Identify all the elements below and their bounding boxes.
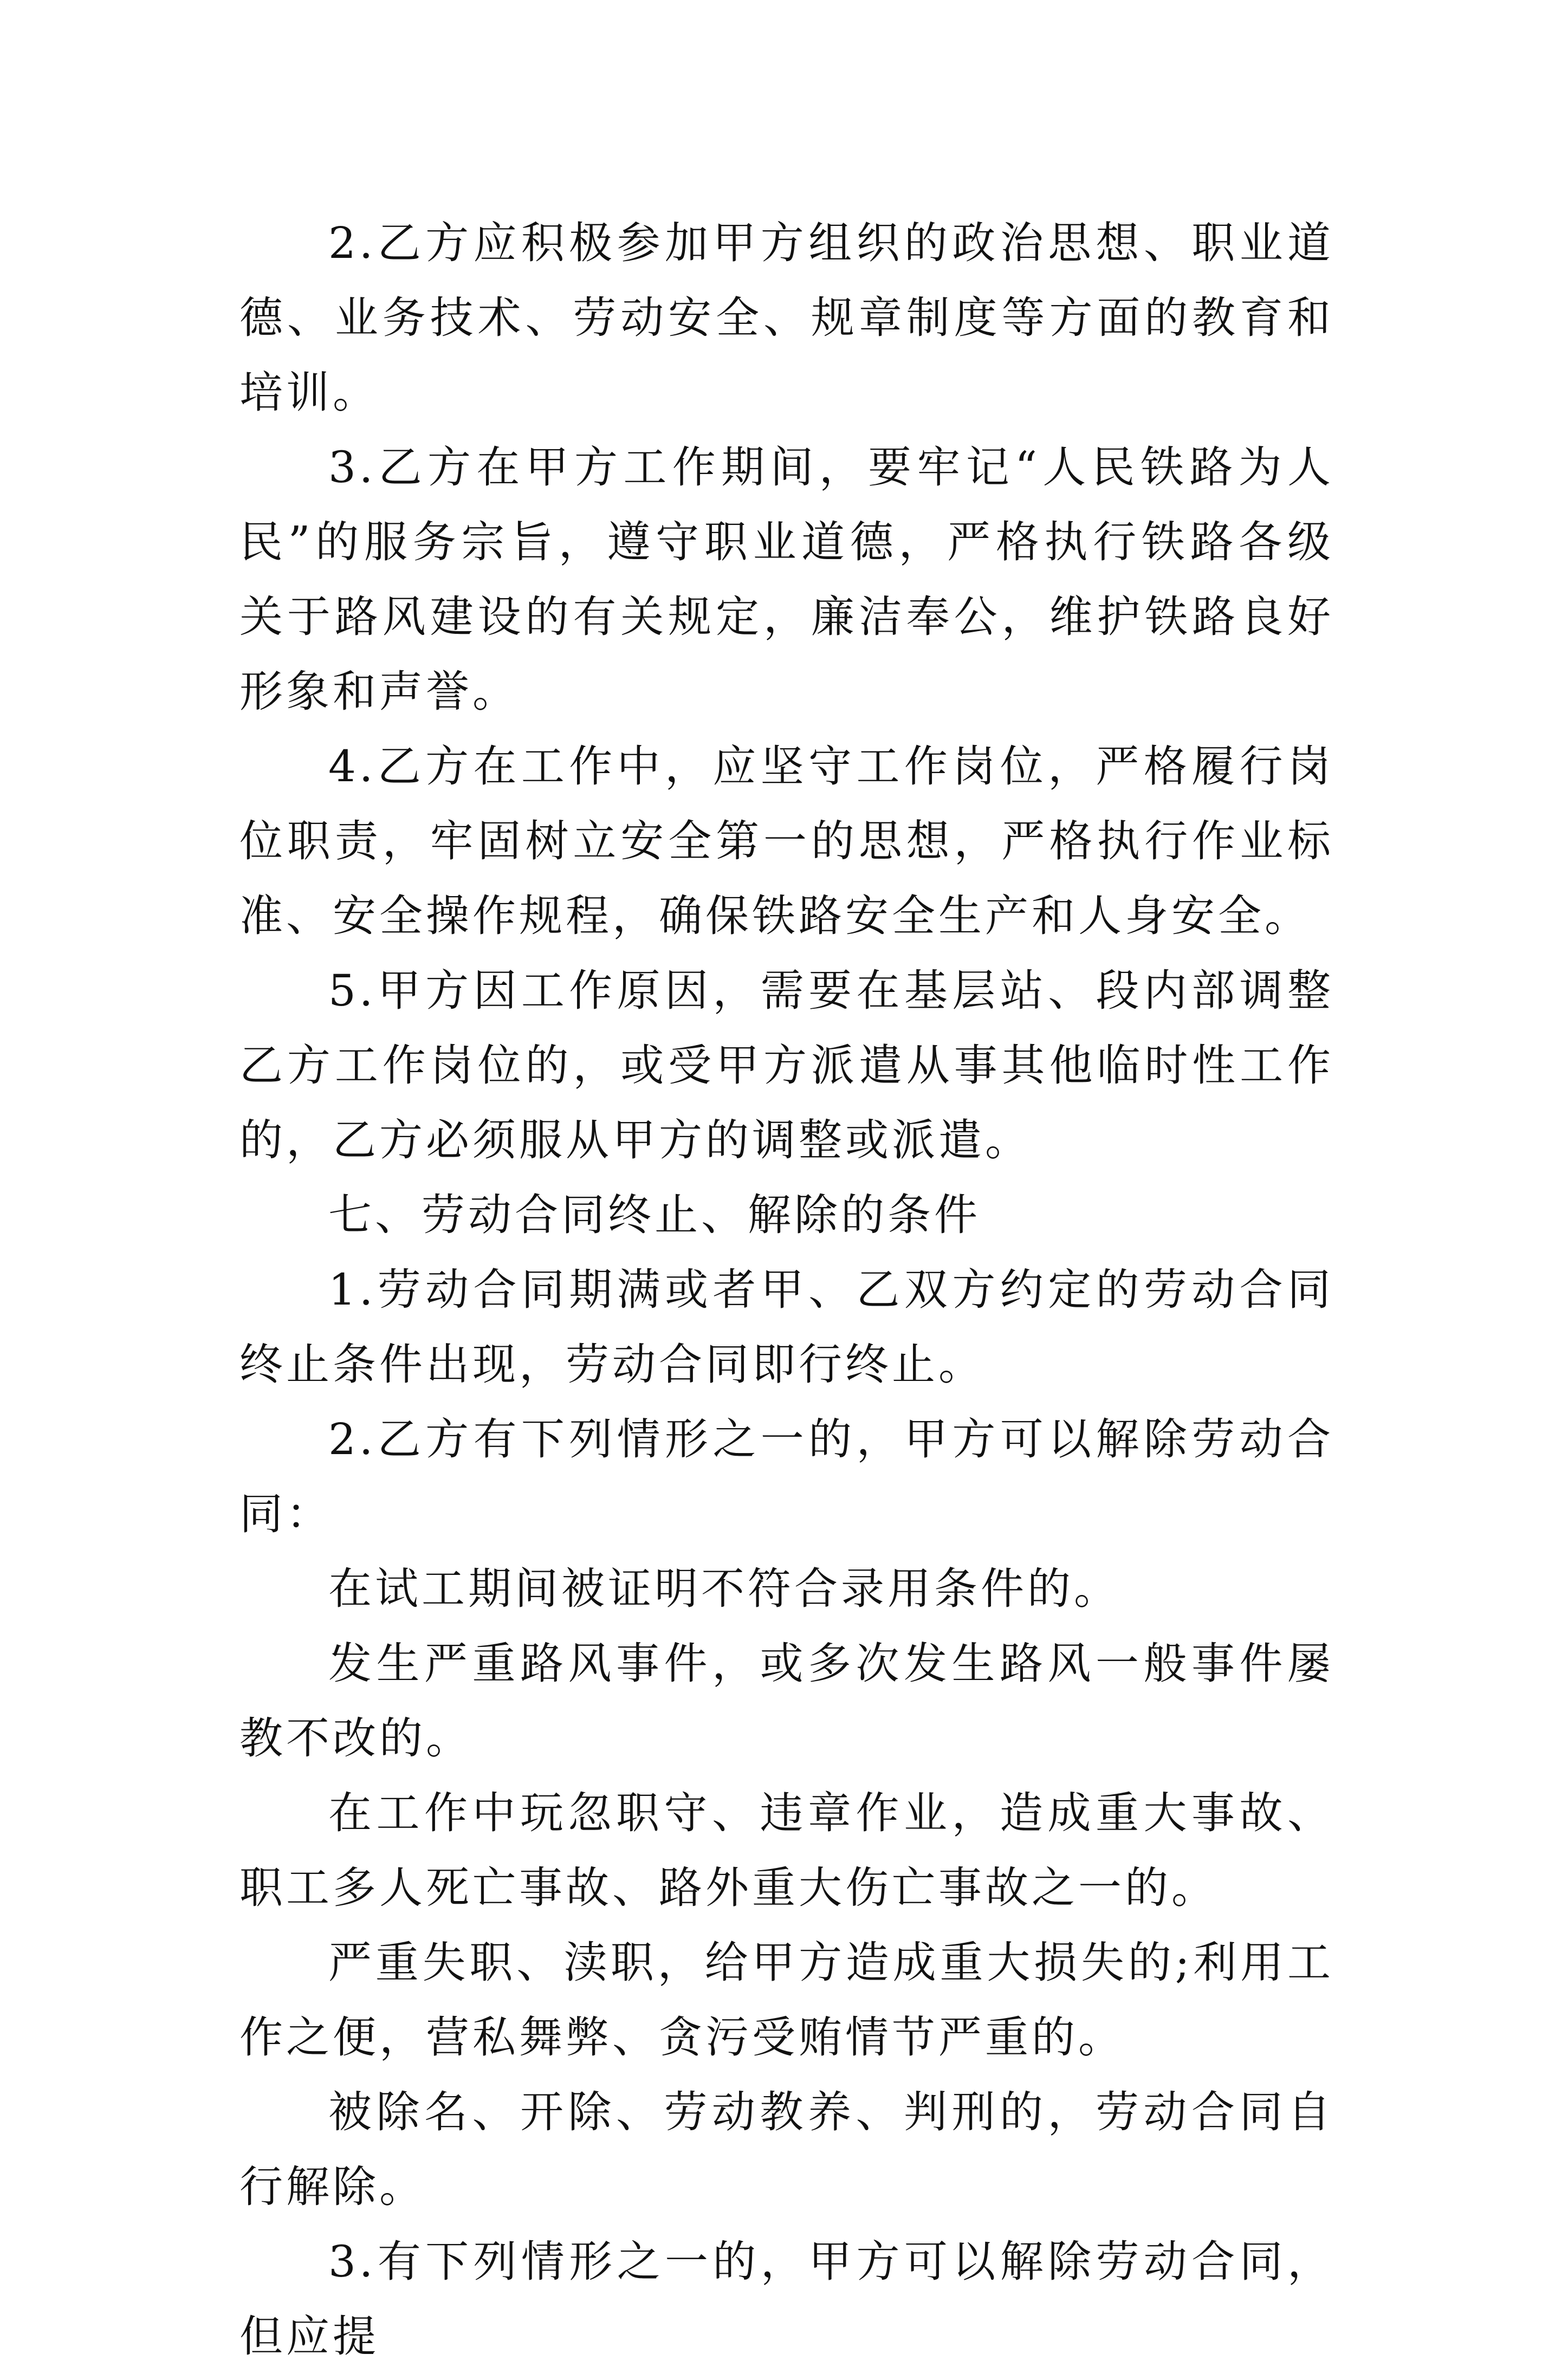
paragraph-case-negligence: 严重失职、渎职，给甲方造成重大损失的;利用工作之便，营私舞弊、贪污受贿情节严重的。 [239, 1937, 1334, 2062]
paragraph-case-probation: 在试工期间被证明不符合录用条件的。 [328, 1564, 1120, 1614]
paragraph-case-dismissal: 被除名、开除、劳动教养、判刑的，劳动合同自行解除。 [239, 2087, 1334, 2212]
paragraph-case-accident: 在工作中玩忽职守、违章作业，造成重大事故、职工多人死亡事故、路外重大伤亡事故之一的。 [239, 1788, 1334, 1913]
paragraph-clause-2-training: 2.乙方应积极参加甲方组织的政治思想、职业道德、业务技术、劳动安全、规章制度等方面的教育和培训。 [239, 218, 1334, 418]
paragraph-termination-2: 2.乙方有下列情形之一的，甲方可以解除劳动合同： [239, 1414, 1334, 1539]
paragraph-termination-3: 3.有下列情形之一的，甲方可以解除劳动合同，但应提 [239, 2236, 1334, 2362]
paragraph-case-misconduct: 发生严重路风事件，或多次发生路风一般事件屡教不改的。 [239, 1638, 1334, 1763]
paragraph-termination-1: 1.劳动合同期满或者甲、乙双方约定的劳动合同终止条件出现，劳动合同即行终止。 [239, 1264, 1334, 1390]
paragraph-clause-5-assignment: 5.甲方因工作原因，需要在基层站、段内部调整乙方工作岗位的，或受甲方派遣从事其他临时性工作的，乙方必须服从甲方的调整或派遣。 [239, 965, 1334, 1165]
section-heading-termination: 七、劳动合同终止、解除的条件 [328, 1190, 981, 1240]
paragraph-clause-4-safety: 4.乙方在工作中，应坚守工作岗位，严格履行岗位职责，牢固树立安全第一的思想，严格执行作业标准、安全操作规程，确保铁路安全生产和人身安全。 [239, 741, 1334, 941]
document-body [239, 206, 1334, 2374]
paragraph-clause-3-service: 3.乙方在甲方工作期间，要牢记“人民铁路为人民”的服务宗旨，遵守职业道德，严格执行铁路各级关于路风建设的有关规定，廉洁奉公，维护铁路良好形象和声誉。 [239, 442, 1334, 717]
